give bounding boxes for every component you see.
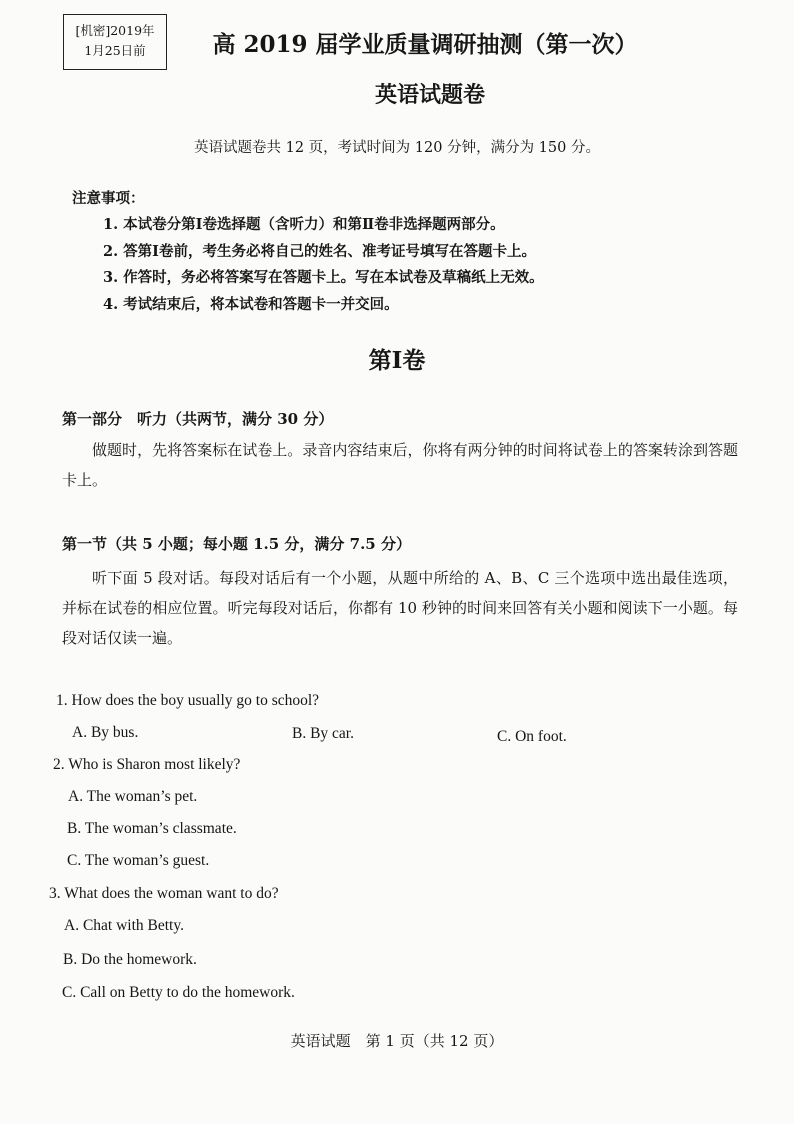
question-2-option-b: B. The woman’s classmate. <box>67 820 237 837</box>
section1-instructions: 听下面 5 段对话。每段对话后有一个小题，从题中所给的 A、B、C 三个选项中选出最佳选项，并标在试卷的相应位置。听完每段对话后，你都有 10 秒钟的时间来回答有关小题和阅读下一小题。每段对话仅读一遍。 <box>62 569 738 647</box>
question-3-option-a: A. Chat with Betty. <box>64 917 184 934</box>
notes-heading: 注意事项： <box>72 190 145 207</box>
question-1-option-a: A. By bus. <box>72 724 139 741</box>
question-2-option-a: A. The woman’s pet. <box>68 788 198 805</box>
notes-list <box>103 212 544 318</box>
note-item: 3. 作答时，务必将答案写在答题卡上。写在本试卷及草稿纸上无效。 <box>103 269 544 286</box>
exam-title: 高 2019 届学业质量调研抽测（第一次） <box>212 31 638 58</box>
stamp-line-1: [机密]2019年 <box>75 23 155 38</box>
confidential-stamp <box>63 14 167 70</box>
question-2-stem: 2. Who is Sharon most likely? <box>53 756 241 773</box>
stamp-line-2: 1月25日前 <box>84 43 146 58</box>
page-footer: 英语试题 第 1 页（共 12 页） <box>290 1032 504 1050</box>
exam-subtitle: 英语试题卷 <box>374 82 485 108</box>
exam-info: 英语试题卷共 12 页，考试时间为 120 分钟，满分为 150 分。 <box>194 140 600 156</box>
question-1-option-c: C. On foot. <box>497 728 567 745</box>
question-3-option-c: C. Call on Betty to do the homework. <box>62 984 295 1001</box>
part1-heading: 第一部分 听力（共两节，满分 30 分） <box>62 410 334 428</box>
question-1-option-b: B. By car. <box>292 725 354 742</box>
question-1-stem: 1. How does the boy usually go to school? <box>56 692 320 709</box>
note-item: 1. 本试卷分第Ⅰ卷选择题（含听力）和第Ⅱ卷非选择题两部分。 <box>103 216 505 233</box>
volume-heading: 第Ⅰ卷 <box>368 347 426 374</box>
note-item: 2. 答第Ⅰ卷前，考生务必将自己的姓名、准考证号填写在答题卡上。 <box>103 242 536 260</box>
question-3-stem: 3. What does the woman want to do? <box>49 885 279 902</box>
question-2-option-c: C. The woman’s guest. <box>67 852 210 869</box>
part1-instructions: 做题时，先将答案标在试卷上。录音内容结束后，你将有两分钟的时间将试卷上的答案转涂到答题卡上。 <box>62 441 738 489</box>
section1-heading: 第一节（共 5 小题；每小题 1.5 分，满分 7.5 分） <box>62 535 411 553</box>
note-item: 4. 考试结束后，将本试卷和答题卡一并交回。 <box>103 295 399 313</box>
question-3-option-b: B. Do the homework. <box>63 951 197 968</box>
